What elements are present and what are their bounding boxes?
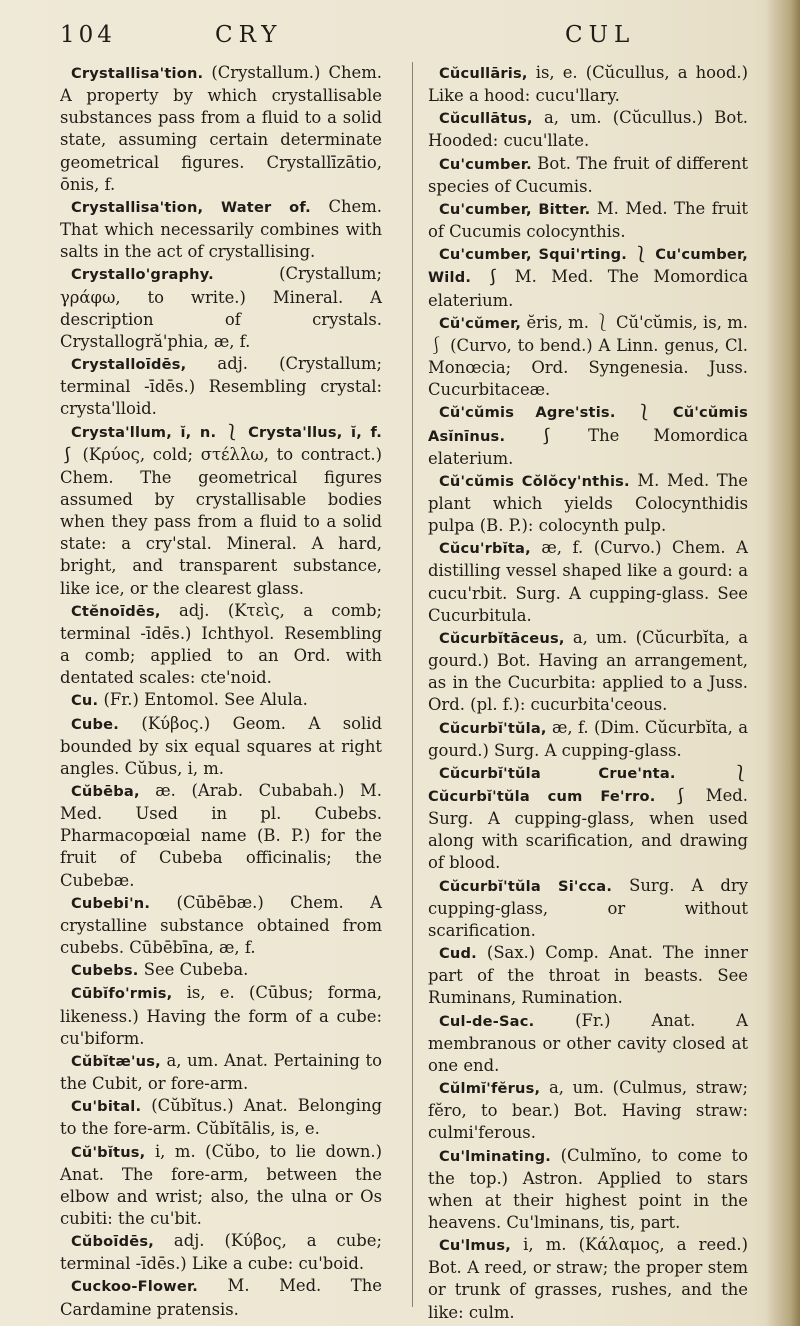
definition: æ, f. (Dim. Cŭcurbĭta, a gourd.) Surg. A cupping-glass. xyxy=(428,717,748,760)
entry xyxy=(60,780,382,892)
left-guide-word: CRY xyxy=(215,22,283,48)
entry xyxy=(60,62,382,196)
left-column xyxy=(60,62,382,1321)
headword: Cuckoo-Flower. xyxy=(71,1278,199,1296)
headword: Cul-de-Sac. xyxy=(439,1012,535,1030)
headword: Crystallo'graphy. xyxy=(71,266,214,284)
headword: Cŭbēba, xyxy=(71,783,140,800)
entry xyxy=(428,401,748,469)
headword: Crystallisa'tion. xyxy=(71,65,204,82)
headword: Cŭ'cŭmer, xyxy=(439,314,522,332)
definition: is, e. (Cūbus; forma, likeness.) Having the form of a cube: cu'biform. xyxy=(60,983,382,1048)
definition: The Momordica elaterium. xyxy=(428,425,748,468)
headword: Cūbĭfo'rmis, xyxy=(71,985,173,1003)
definition: (Cūbēbæ.) Chem. A crystalline substance obtained from cubebs. Cūbēbīna, æ, f. xyxy=(60,892,382,958)
entry xyxy=(428,198,748,243)
definition: (Crystallum.) Chem. A property by which crystallisable substances pass from a fluid to a solid state, assuming certain determinate geometrical figures. Crystallīzātio, ōnis, f. xyxy=(60,63,382,194)
definition: M. Med. The fruit of Cucumis colocynthis. xyxy=(428,198,748,242)
entry xyxy=(428,762,748,875)
definition: (Fr.) Anat. A membranous or other cavity closed at one end. xyxy=(428,1010,748,1075)
headword: Cubebs. xyxy=(71,962,139,980)
definition: (Sax.) Comp. Anat. The inner part of the throat in beasts. See Ruminans, Rumination. xyxy=(428,943,748,1008)
entry xyxy=(428,243,748,311)
entry xyxy=(428,107,748,152)
definition: (Fr.) Entomol. See Alula. xyxy=(98,690,308,710)
entry xyxy=(60,353,382,420)
headword: Cŭbĭtæ'us, xyxy=(71,1052,161,1070)
headword: Cu. xyxy=(71,692,99,710)
entry xyxy=(60,1141,382,1231)
headword: Cŭcu'rbĭta, xyxy=(439,540,531,558)
headword: Cu'bital. xyxy=(71,1098,142,1116)
definition: a, um. (Cŭcurbĭta, a gourd.) Bot. Having an arrangement, as in the Cucurbita: applied to a Juss. Ord. (pl. f.): cucurbita'ceous. xyxy=(428,627,748,715)
entry xyxy=(60,892,382,959)
definition: M. Med. The Momordica elaterium. xyxy=(428,267,748,310)
headword: Cŭcurbĭ'tŭla Si'cca. xyxy=(439,877,613,895)
definition: æ. (Arab. Cubabah.) M. Med. Used in pl. Cubebs. Pharmacopœial name (B. P.) for the fruit of Cubeba officinalis; the Cubebæ. xyxy=(60,781,382,890)
definition: a, um. (Cŭcullus.) Bot. Hooded: cucu'llate. xyxy=(428,108,748,151)
headword: Cŭcurbĭ'tŭla Crue'nta. ⎱ Cŭcurbĭ'tŭla cum Fe'rro. ⎰ xyxy=(428,764,748,805)
definition: ĕris, m. ⎱ Cŭ'cŭmis, is, m. ⎰ (Curvo, to bend.) A Linn. genus, Cl. Monœcia; Ord. Syngenesia. Juss. Cucurbitaceæ. xyxy=(428,312,748,400)
entry xyxy=(428,875,748,942)
entry xyxy=(60,689,382,712)
entry xyxy=(60,1050,382,1095)
definition: adj. (Κτεὶς, a comb; terminal -īdēs.) Ichthyol. Resembling a comb; applied to an Ord. with dentated scales: cte'noid. xyxy=(60,600,382,688)
definition: (Κύβος.) Geom. A solid bounded by six equal squares at right angles. Cŭbus, i, m. xyxy=(60,713,382,778)
entry xyxy=(428,1234,748,1324)
definition: Surg. A dry cupping-glass, or without scarification. xyxy=(428,875,748,940)
entry xyxy=(60,959,382,982)
headword: Cŭcullātus, xyxy=(439,110,533,128)
entry xyxy=(428,942,748,1009)
definition: M. Med. The Cardamine pratensis. xyxy=(60,1276,382,1319)
headword: Cŭ'cŭmis Agre'stis. ⎱ Cŭ'cŭmis Asĭnīnus. ⎰ xyxy=(428,404,748,445)
definition: i, m. (Cŭbo, to lie down.) Anat. The fore-arm, between the elbow and wrist; also, the ulna or Os cubiti: the cu'bit. xyxy=(60,1141,382,1228)
entry xyxy=(428,1145,748,1235)
page-edge-shadow xyxy=(766,0,800,1326)
entry xyxy=(428,1077,748,1144)
headword: Cu'lminating. xyxy=(439,1147,551,1165)
column-divider xyxy=(412,62,413,1307)
entry xyxy=(428,717,748,762)
entry xyxy=(428,62,748,107)
definition: adj. (Κύβος, a cube; terminal -īdēs.) Like a cube: cu'boid. xyxy=(60,1231,382,1274)
headword: Cubebi'n. xyxy=(71,894,151,912)
headword: Crystalloīdēs, xyxy=(71,356,187,374)
page-number: 104 xyxy=(60,22,116,48)
right-column xyxy=(428,62,748,1324)
headword: Cu'cumber, Squi'rting. ⎱ Cu'cumber, Wild. ⎰ xyxy=(428,246,748,287)
definition: (Culmĭno, to come to the top.) Astron. Applied to stars when at their highest point in the heavens. Cu'lminans, tis, part. xyxy=(428,1145,748,1232)
entry xyxy=(428,470,748,537)
headword: Cud. xyxy=(439,945,477,963)
headword: Cu'cumber. xyxy=(439,155,532,173)
entry xyxy=(60,263,382,353)
headword: Cŭ'bĭtus, xyxy=(71,1143,146,1161)
entry xyxy=(428,537,748,627)
headword: Cŭcurbĭtāceus, xyxy=(439,629,565,647)
definition: æ, f. (Curvo.) Chem. A distilling vessel shaped like a gourd: a cucu'rbit. Surg. A cupping-glass. See Cucurbitula. xyxy=(428,538,748,625)
definition: is, e. (Cŭcullus, a hood.) Like a hood: cucu'llary. xyxy=(428,63,748,106)
entry xyxy=(428,153,748,198)
definition: Med. Surg. A cupping-glass, when used along with scarification, and drawing of blood. xyxy=(428,786,748,873)
definition: adj. (Crystallum; terminal -īdēs.) Resembling crystal: crysta'lloid. xyxy=(60,354,382,419)
headword: Cŭ'cŭmis Cŏlŏcy'nthis. xyxy=(439,472,630,490)
entry xyxy=(60,196,382,263)
entry xyxy=(60,1275,382,1320)
entry xyxy=(60,600,382,690)
entry xyxy=(428,312,748,402)
definition: See Cubeba. xyxy=(138,960,249,980)
definition: a, um. Anat. Pertaining to the Cubit, or fore-arm. xyxy=(60,1050,382,1094)
definition: Chem. That which necessarily combines with salts in the act of crystallising. xyxy=(60,196,382,262)
definition: Bot. The fruit of different species of Cucumis. xyxy=(428,153,748,196)
headword: Crysta'llum, ĭ, n. ⎱ Crysta'llus, ĭ, f. ⎰ xyxy=(60,423,382,464)
headword: Cŭcurbĭ'tŭla, xyxy=(439,719,547,737)
definition: i, m. (Κάλαμος, a reed.) Bot. A reed, or straw; the proper stem or trunk of grasses, rushes, and the like: culm. xyxy=(428,1235,748,1322)
headword: Cŭboīdēs, xyxy=(71,1233,154,1251)
entry xyxy=(60,982,382,1049)
definition: (Cŭbĭtus.) Anat. Belonging to the fore-arm. Cŭbĭtālis, is, e. xyxy=(60,1096,382,1139)
headword: Ctĕnoīdēs, xyxy=(71,602,161,620)
definition: M. Med. The plant which yields Colocynthidis pulpa (B. P.): colocynth pulp. xyxy=(428,470,748,536)
definition: a, um. (Culmus, straw; fĕro, to bear.) Bot. Having straw: culmi'ferous. xyxy=(428,1078,748,1143)
headword: Cu'cumber, Bitter. xyxy=(439,200,591,218)
headword: Cŭlmĭ'fĕrus, xyxy=(439,1080,541,1098)
entry xyxy=(428,1010,748,1077)
headword: Cu'lmus, xyxy=(439,1237,511,1255)
entry xyxy=(428,627,748,717)
headword: Cŭcullāris, xyxy=(439,65,528,82)
headword: Crystallisa'tion, Water of. xyxy=(71,198,311,216)
definition: (Κρύος, cold; στέλλω, to contract.) Chem. The geometrical figures assumed by crystallisable bodies when they pass from a fluid to a solid state: a cry'stal. Mineral. A hard, bright, and transparent substance, like ice, or the clearest glass. xyxy=(60,444,382,598)
running-header xyxy=(60,22,750,52)
headword: Cube. xyxy=(71,715,119,733)
entry xyxy=(60,1230,382,1275)
right-guide-word: CUL xyxy=(565,22,636,48)
entry xyxy=(60,421,382,600)
definition: (Crystallum; γράφω, to write.) Mineral. A description of crystals. Crystallogră'phia, æ, f. xyxy=(60,264,382,351)
entry xyxy=(60,1095,382,1140)
entry xyxy=(60,713,382,780)
